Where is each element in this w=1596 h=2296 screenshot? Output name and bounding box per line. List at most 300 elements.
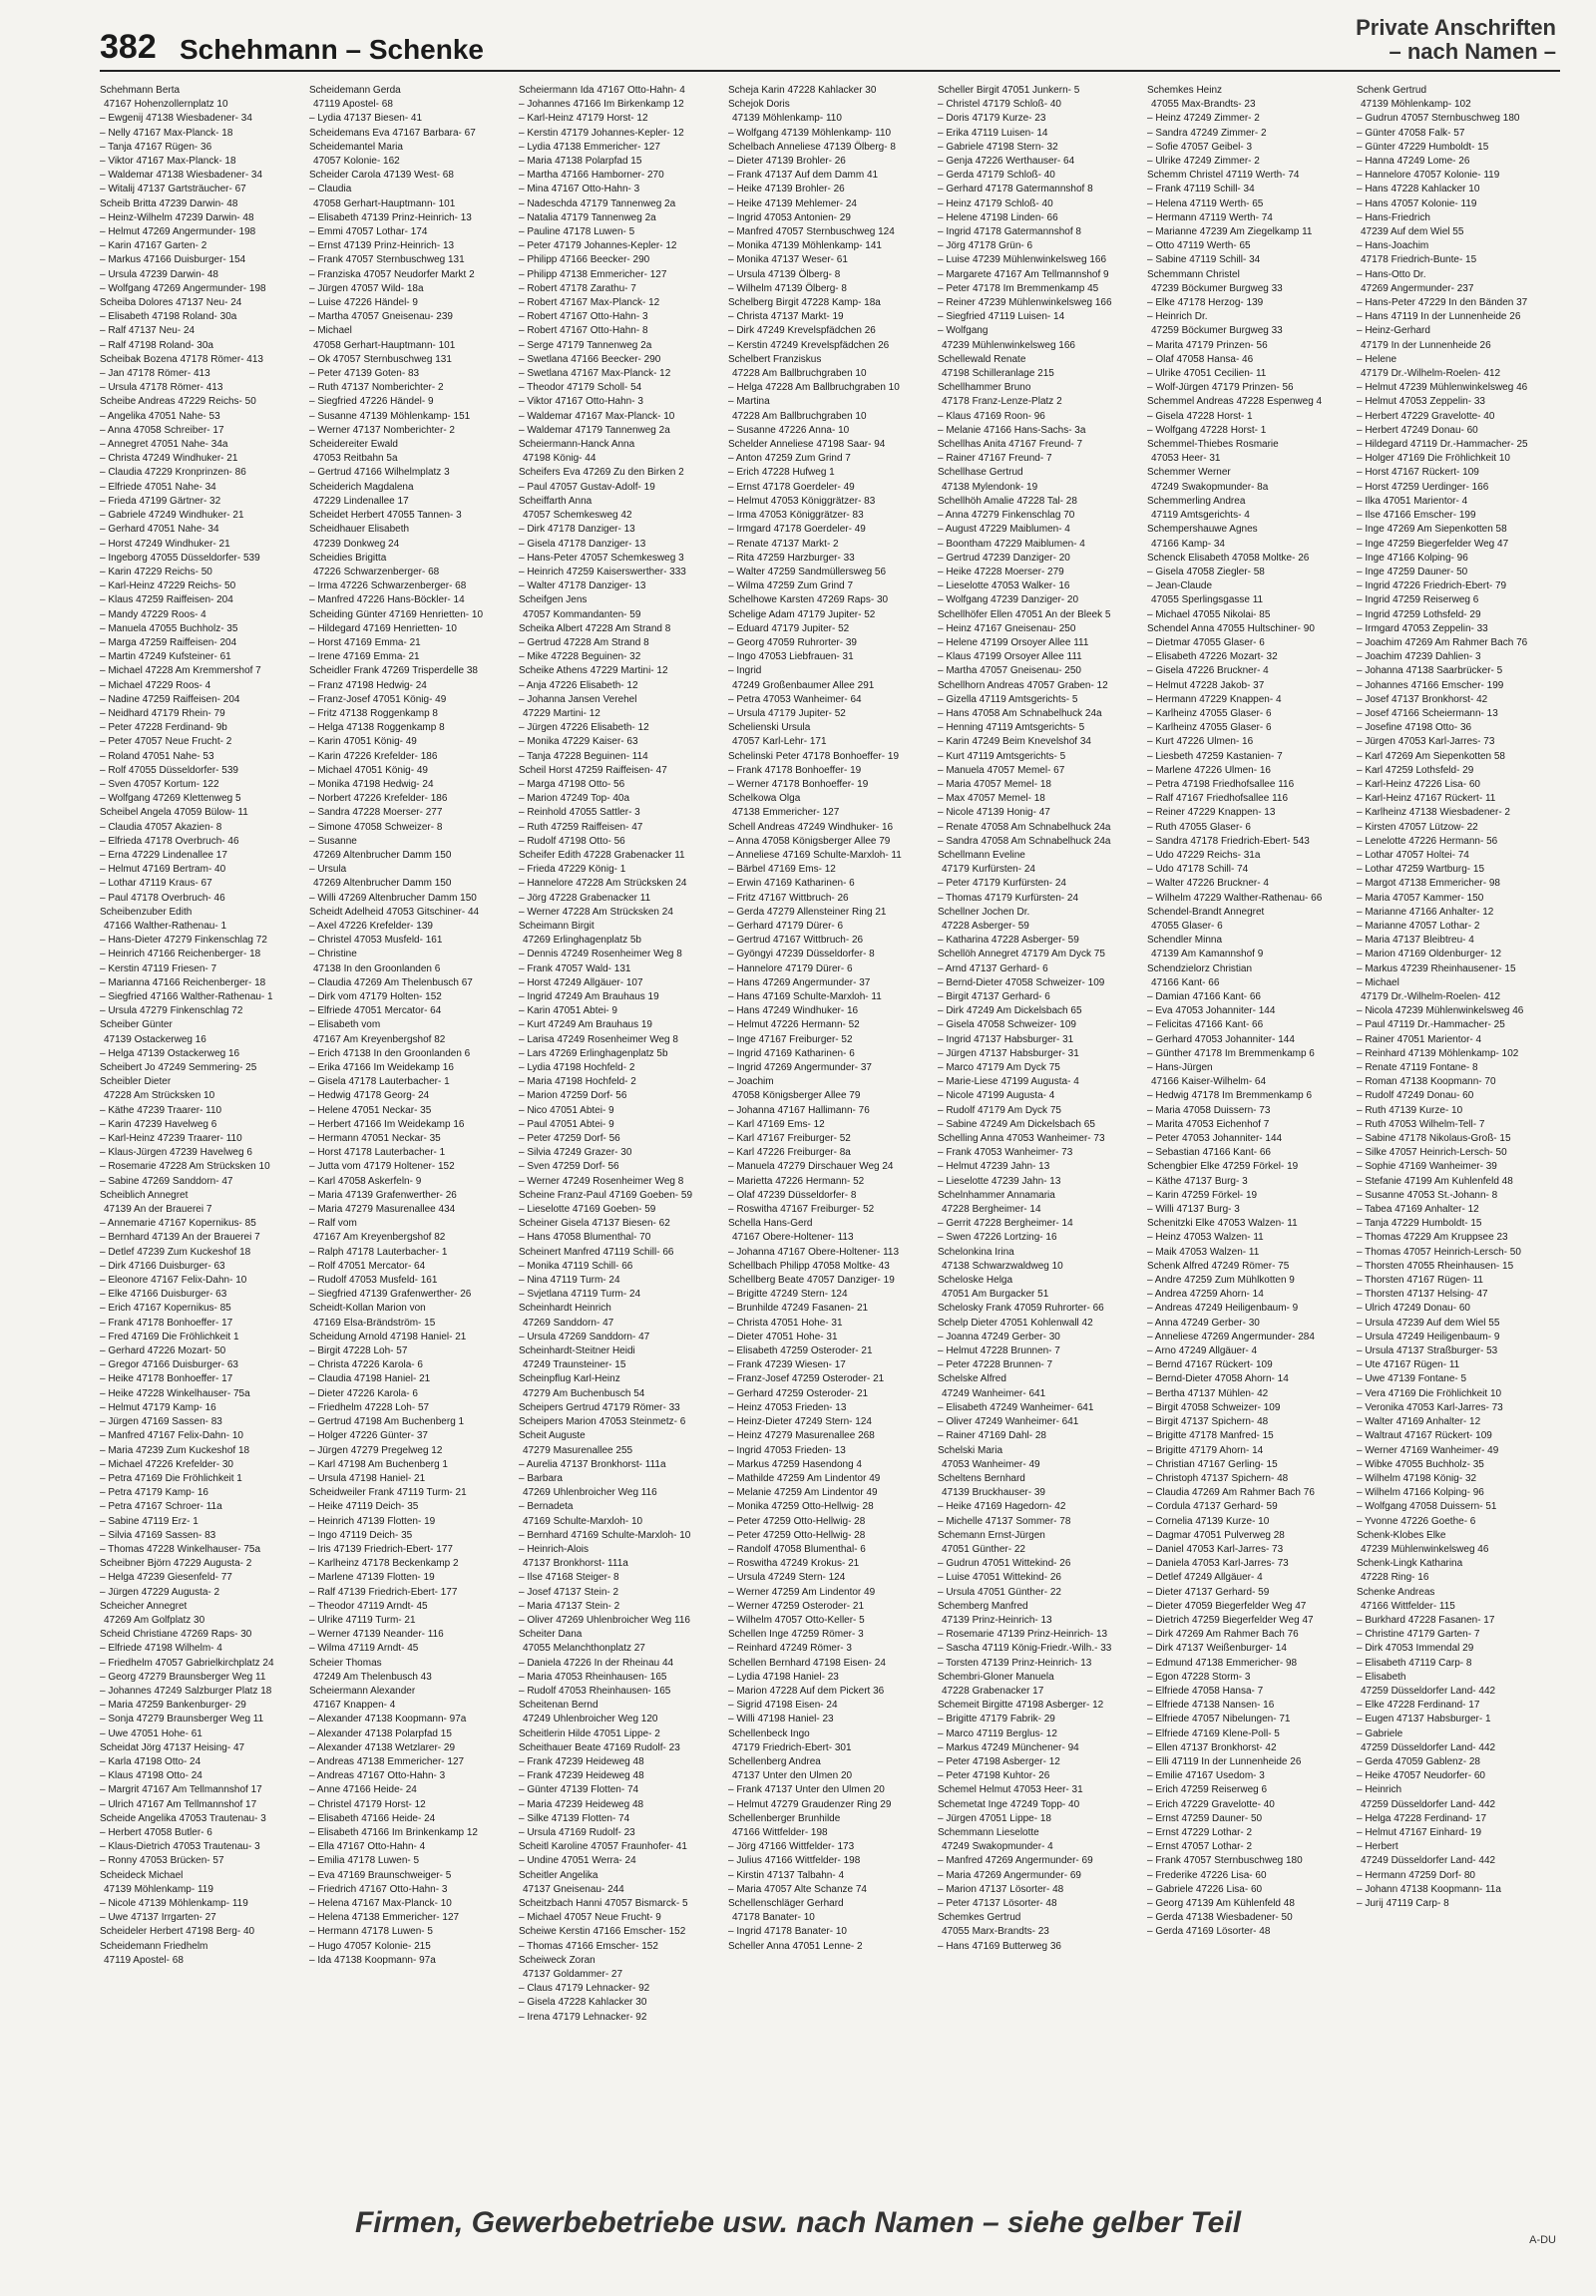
directory-entry: – Heike 47119 Deich- 35: [309, 1501, 419, 1513]
directory-entry: – Stefanie 47199 Am Kuhlenfeld 48: [1357, 1175, 1513, 1187]
directory-entry: – Brunhilde 47249 Fasanen- 21: [728, 1303, 869, 1315]
directory-column: [1147, 84, 1351, 2194]
directory-entry: – Alexander 47138 Polarpfad 15: [309, 1727, 452, 1739]
directory-entry: 47178 Banater- 10: [732, 1912, 815, 1924]
directory-entry: – Roswitha 47167 Freiburger- 52: [728, 1204, 875, 1216]
directory-entry: 47137 Unter den Ulmen 20: [732, 1770, 853, 1782]
directory-entry: – Ursula 47279 Finkenschlag 72: [100, 1005, 243, 1017]
directory-entry: – Hans 47169 Schulte-Marxloh- 11: [728, 991, 882, 1002]
directory-entry: – Brigitte 47178 Manfred- 15: [1147, 1430, 1274, 1442]
directory-entry: – Marion 47249 Top- 40a: [519, 793, 630, 805]
directory-entry: – Ulrich 47167 Am Tellmannshof 17: [100, 1798, 257, 1810]
directory-entry: – Christian 47167 Gerling- 15: [1147, 1458, 1278, 1470]
directory-entry: – Theodor 47179 Scholl- 54: [519, 382, 642, 394]
directory-entry: – Georg 47059 Ruhrorter- 39: [728, 636, 857, 648]
directory-entry: – Ute 47167 Rügen- 11: [1357, 1359, 1460, 1371]
directory-entry: Scheidereiter Ewald: [309, 439, 398, 451]
directory-entry: – Markus 47249 Münchener- 94: [938, 1741, 1079, 1753]
directory-entry: – Silvia 47169 Sassen- 83: [100, 1529, 216, 1541]
directory-entry: – Sebastian 47166 Kant- 66: [1147, 1147, 1271, 1159]
directory-entry: – Ursula 47239 Auf dem Wiel 55: [1357, 1317, 1500, 1329]
directory-entry: – Serge 47179 Tannenweg 2a: [519, 339, 652, 351]
directory-entry: – Erich 47167 Kopernikus- 85: [100, 1303, 231, 1315]
directory-entry: 47169 Elsa-Brändström- 15: [313, 1317, 436, 1329]
directory-entry: Schemm Christel 47119 Werth- 74: [1147, 170, 1300, 182]
directory-entry: – Damian 47166 Kant- 66: [1147, 991, 1261, 1002]
directory-entry: – Frank 47057 Sternbuschweg 131: [309, 254, 465, 266]
directory-entry: – Erwin 47169 Katharinen- 6: [728, 878, 855, 890]
directory-entry: 47178 Friedrich-Bunte- 15: [1361, 254, 1477, 266]
directory-entry: Schendel-Brandt Annegret: [1147, 906, 1265, 918]
directory-entry: – Roland 47051 Nahe- 53: [100, 750, 214, 762]
directory-entry: Scheipers Gertrud 47179 Römer- 33: [519, 1401, 680, 1413]
directory-entry: Scheitler Angelika: [519, 1869, 598, 1881]
directory-entry: – Joachim 47239 Dahlien- 3: [1357, 651, 1481, 663]
directory-entry: – Walter 47226 Bruckner- 4: [1147, 878, 1269, 890]
directory-entry: – Markus 47239 Rheinhausener- 15: [1357, 962, 1516, 974]
directory-entry: – Elke 47178 Herzog- 139: [1147, 297, 1264, 309]
directory-entry: Schemel Helmut 47053 Heer- 31: [938, 1784, 1083, 1796]
directory-entry: – Jürgen 47053 Karl-Jarres- 73: [1357, 736, 1495, 748]
directory-entry: – Bernd 47167 Rückert- 109: [1147, 1359, 1273, 1371]
directory-entry: – Ella 47167 Otto-Hahn- 4: [309, 1841, 426, 1853]
directory-entry: Scheibe Andreas 47229 Reichs- 50: [100, 396, 256, 408]
directory-entry: – Siegfried 47226 Händel- 9: [309, 396, 434, 408]
directory-entry: – Jürgen 47169 Sassen- 83: [100, 1416, 222, 1428]
directory-entry: – Sven 47259 Dorf- 56: [519, 1161, 619, 1173]
directory-entry: 47229 Martini- 12: [523, 707, 600, 719]
directory-entry: – Heinz 47167 Gneisenau- 250: [938, 622, 1076, 634]
directory-entry: – Maria 47239 Zum Kuckeshof 18: [100, 1444, 250, 1456]
directory-entry: – Thomas 47228 Winkelhauser- 75a: [100, 1543, 261, 1555]
directory-entry: – Ewgenij 47138 Wiesbadener- 34: [100, 113, 252, 125]
directory-entry: – Melanie 47259 Am Lindentor 49: [728, 1487, 878, 1499]
directory-entry: Scheidemans Eva 47167 Barbara- 67: [309, 127, 476, 139]
directory-entry: Schelske Alfred: [938, 1373, 1006, 1385]
directory-entry: Scheidhauer Elisabeth: [309, 524, 410, 536]
directory-entry: – Michael 47057 Neue Frucht- 9: [519, 1912, 661, 1924]
directory-entry: – Karin 47226 Krefelder- 186: [309, 750, 438, 762]
directory-entry: – Thorsten 47055 Rheinhausen- 15: [1357, 1260, 1514, 1272]
directory-entry: – Philipp 47138 Emmericher- 127: [519, 268, 667, 280]
directory-entry: – Viktor 47167 Otto-Hahn- 3: [519, 396, 643, 408]
directory-entry: – Heike 47178 Bonhoeffer- 17: [100, 1373, 233, 1385]
directory-entry: – Ingrid 47169 Katharinen- 6: [728, 1047, 855, 1059]
directory-entry: – Rudolf 47198 Otto- 56: [519, 835, 625, 847]
directory-entry: – Melanie 47166 Hans-Sachs- 3a: [938, 424, 1086, 436]
directory-entry: – Lydia 47198 Hochfeld- 2: [519, 1062, 635, 1074]
directory-entry: – Ralf vom: [309, 1218, 357, 1230]
directory-entry: – Hans-Otto Dr.: [1357, 268, 1426, 280]
directory-entry: – Svjetlana 47119 Turm- 24: [519, 1289, 641, 1301]
directory-entry: – Axel 47226 Krefelder- 139: [309, 920, 433, 932]
directory-entry: 47179 Dr.-Wilhelm-Roelen- 412: [1361, 368, 1501, 380]
directory-entry: – Gerhard 47051 Nahe- 34: [100, 524, 219, 536]
directory-entry: 47269 Altenbrucher Damm 150: [313, 878, 452, 890]
directory-entry: – Klaus 47199 Orsoyer Allee 111: [938, 651, 1082, 663]
directory-entry: – Jürgen 47226 Elisabeth- 12: [519, 722, 649, 734]
directory-entry: Scheitlerin Hilde 47051 Lippe- 2: [519, 1727, 660, 1739]
directory-entry: Schendzielorz Christian: [1147, 962, 1253, 974]
directory-entry: – Johanna 47167 Obere-Holtener- 113: [728, 1246, 900, 1258]
directory-entry: 47058 Königsberger Allee 79: [732, 1090, 861, 1102]
directory-entry: – Horst 47259 Uerdinger- 166: [1357, 481, 1489, 493]
directory-entry: – Rolf 47055 Düsseldorfer- 539: [100, 764, 238, 776]
directory-entry: – Johannes 47166 Emscher- 199: [1357, 679, 1504, 691]
directory-entry: – Hedwig 47178 Im Bremmenkamp 6: [1147, 1090, 1313, 1102]
directory-entry: – Elke 47228 Ferdinand- 17: [1357, 1700, 1480, 1712]
directory-entry: – Joachim: [728, 1076, 774, 1088]
directory-entry: – Cornelia 47139 Kurze- 10: [1147, 1515, 1270, 1527]
directory-entry: – Heinz 47053 Frieden- 13: [728, 1401, 847, 1413]
directory-entry: – Waltraut 47167 Rückert- 109: [1357, 1430, 1492, 1442]
directory-entry: – Irma 47053 Königgrätzer- 83: [728, 510, 864, 522]
directory-entry: – Reinhold 47055 Sattler- 3: [519, 807, 640, 819]
directory-entry: – Sandra 47228 Moerser- 277: [309, 807, 443, 819]
directory-entry: – Peter 47228 Brunnen- 7: [938, 1359, 1053, 1371]
directory-entry: – Renate 47137 Markt- 2: [728, 538, 839, 550]
directory-entry: – Roman 47138 Koopmann- 70: [1357, 1076, 1496, 1088]
directory-entry: – Wilhelm 47057 Otto-Keller- 5: [728, 1614, 865, 1626]
directory-entry: – Larisa 47249 Rosenheimer Weg 8: [519, 1033, 678, 1045]
directory-entry: – Mike 47228 Beguinen- 32: [519, 651, 641, 663]
directory-entry: – Peter 47259 Otto-Hellwig- 28: [728, 1515, 866, 1527]
directory-entry: – Arnd 47137 Gerhard- 6: [938, 962, 1048, 974]
directory-entry: Schemmel Andreas 47228 Espenweg 4: [1147, 396, 1323, 408]
directory-entry: – Elfriede 47138 Nansen- 16: [1147, 1700, 1275, 1712]
directory-entry: – Tanja 47229 Humboldt- 15: [1357, 1218, 1482, 1230]
directory-entry: – Gregor 47166 Duisburger- 63: [100, 1359, 238, 1371]
directory-entry: – Joachim 47269 Am Rahmer Bach 76: [1357, 636, 1528, 648]
directory-entry: – Marlene 47139 Flotten- 19: [309, 1572, 435, 1584]
directory-entry: – Christel 47179 Horst- 12: [309, 1798, 426, 1810]
directory-entry: – Erika 47166 Im Weidekamp 16: [309, 1062, 454, 1074]
directory-entry: – Thomas 47179 Kurfürsten- 24: [938, 892, 1079, 904]
directory-entry: 47058 Gerhart-Hauptmann- 101: [313, 339, 456, 351]
directory-entry: Scheidies Brigitta: [309, 552, 387, 564]
directory-entry: – Hildegard 47169 Henrietten- 10: [309, 622, 457, 634]
directory-entry: – Eleonore 47167 Felix-Dahn- 10: [100, 1275, 247, 1287]
directory-entry: – Claudia 47269 Am Thelenbusch 67: [309, 976, 473, 988]
directory-entry: Schengbier Elke 47259 Förkel- 19: [1147, 1161, 1299, 1173]
directory-entry: – Edmund 47138 Emmericher- 98: [1147, 1657, 1298, 1669]
directory-entry: – Ernst 47139 Prinz-Heinrich- 13: [309, 240, 455, 252]
section-title-line1: Private Anschriften: [1356, 15, 1556, 40]
directory-entry: – Sabine 47178 Nikolaus-Groß- 15: [1357, 1133, 1511, 1145]
directory-entry: – Hans-Jürgen: [1147, 1062, 1213, 1074]
directory-entry: 47228 Bergheimer- 14: [942, 1204, 1041, 1216]
directory-entry: – Christel 47179 Schloß- 40: [938, 99, 1061, 111]
directory-entry: – Frank 47178 Bonhoeffer- 19: [728, 764, 862, 776]
directory-entry: – Günter 47058 Falk- 57: [1357, 127, 1465, 139]
directory-entry: Scheiding Günter 47169 Henrietten- 10: [309, 608, 484, 620]
directory-entry: – Vera 47169 Die Fröhlichkeit 10: [1357, 1387, 1502, 1399]
directory-entry: – August 47229 Maiblumen- 4: [938, 524, 1070, 536]
directory-entry: – Klaus 47259 Raiffeisen- 204: [100, 594, 233, 606]
directory-entry: – Erich 47138 In den Groonlanden 6: [309, 1047, 471, 1059]
directory-entry: – Maria 47058 Duissern- 73: [1147, 1104, 1271, 1116]
directory-entry: Schenitzki Elke 47053 Walzen- 11: [1147, 1218, 1298, 1230]
directory-entry: – Hermann 47178 Luwen- 5: [309, 1926, 433, 1938]
directory-entry: – Reiner 47239 Mühlenwinkelsweg 166: [938, 297, 1112, 309]
directory-entry: – Julius 47166 Wittfelder- 198: [728, 1855, 861, 1867]
directory-entry: – Ingrid 47249 Am Brauhaus 19: [519, 991, 659, 1002]
directory-entry: – Oliver 47249 Wanheimer- 641: [938, 1416, 1079, 1428]
directory-entry: – Karl 47259 Lothsfeld- 29: [1357, 764, 1474, 776]
directory-entry: – Anna 47058 Königsberger Allee 79: [728, 835, 891, 847]
directory-entry: – Gerhard 47226 Mozart- 50: [100, 1345, 226, 1357]
directory-entry: – Maria 47057 Alte Schanze 74: [728, 1883, 867, 1895]
directory-entry: – Peter 47198 Kuhtor- 26: [938, 1770, 1050, 1782]
directory-entry: – Marie-Liese 47199 Augusta- 4: [938, 1076, 1079, 1088]
directory-entry: 47119 Amtsgerichts- 4: [1151, 510, 1250, 522]
directory-entry: – Lothar 47259 Wartburg- 15: [1357, 864, 1485, 876]
directory-entry: – Wolfgang 47269 Klettenweg 5: [100, 793, 241, 805]
directory-entry: – Christine 47179 Garten- 7: [1357, 1629, 1480, 1641]
directory-entry: – Marco 47119 Berglus- 12: [938, 1727, 1057, 1739]
directory-entry: – Karl-Heinz 47226 Lisa- 60: [1357, 778, 1480, 790]
directory-entry: – Hugo 47057 Kolonie- 215: [309, 1940, 431, 1952]
directory-entry: – Werner 47259 Osteroder- 21: [728, 1600, 865, 1612]
directory-entry: – Petra 47198 Friedhofsallee 116: [1147, 778, 1295, 790]
directory-entry: 47055 Melanchthonplatz 27: [523, 1643, 645, 1655]
directory-entry: – Jürgen 47279 Pregelweg 12: [309, 1444, 443, 1456]
directory-entry: – Mandy 47229 Roos- 4: [100, 608, 206, 620]
directory-entry: – Marion 47228 Auf dem Pickert 36: [728, 1685, 885, 1697]
footer-code: A-DU: [1529, 2234, 1556, 2246]
directory-entry: – Dirk 47166 Duisburger- 63: [100, 1260, 225, 1272]
directory-entry: – Ingrid 47226 Friedrich-Ebert- 79: [1357, 580, 1507, 592]
directory-entry: Schellöh Annegret 47179 Am Dyck 75: [938, 949, 1105, 960]
directory-entry: – Silke 47057 Heinrich-Lersch- 50: [1357, 1147, 1507, 1159]
directory-entry: – Robert 47167 Otto-Hahn- 8: [519, 325, 648, 337]
directory-entry: – Paul 47178 Overbruch- 46: [100, 892, 225, 904]
directory-entry: – Herbert 47229 Gravelotte- 40: [1357, 410, 1495, 422]
directory-entry: – Markus 47166 Duisburger- 154: [100, 254, 246, 266]
directory-entry: – Jürgen 47057 Wild- 18a: [309, 282, 424, 294]
directory-entry: – Elisabeth vom: [309, 1019, 381, 1031]
directory-entry: – Helmut 47167 Einhard- 19: [1357, 1826, 1482, 1838]
directory-entry: – Wolfgang 47269 Angermunder- 198: [100, 282, 266, 294]
directory-entry: – Käthe 47239 Traarer- 110: [100, 1104, 222, 1116]
directory-entry: – Marita 47053 Eichenhof 7: [1147, 1118, 1270, 1130]
directory-entry: 47239 Donkweg 24: [313, 538, 400, 550]
directory-entry: – Eugen 47137 Habsburger- 1: [1357, 1714, 1491, 1725]
directory-entry: Schellhöfer Ellen 47051 An der Bleek 5: [938, 608, 1111, 620]
directory-entry: 47167 Knappen- 4: [313, 1700, 396, 1712]
directory-entry: – Kurt 47249 Am Brauhaus 19: [519, 1019, 652, 1031]
directory-entry: – Elisabeth 47166 Heide- 24: [309, 1812, 436, 1824]
directory-entry: – Heike 47057 Neudorfer- 60: [1357, 1770, 1485, 1782]
directory-entry: Schellenberger Brunhilde: [728, 1812, 841, 1824]
directory-entry: – Helene 47051 Neckar- 35: [309, 1104, 432, 1116]
directory-entry: – Andrea 47259 Ahorn- 14: [1147, 1289, 1264, 1301]
directory-entry: Schemberg Manfred: [938, 1600, 1028, 1612]
directory-entry: 47228 Grabenacker 17: [942, 1685, 1044, 1697]
directory-entry: – Karl 47198 Am Buchenberg 1: [309, 1458, 448, 1470]
directory-entry: Schellhammer Bruno: [938, 382, 1031, 394]
directory-entry: – Gabriele 47226 Lisa- 60: [1147, 1883, 1263, 1895]
directory-entry: 47057 Kolonie- 162: [313, 156, 400, 168]
directory-entry: – Ralf 47137 Neu- 24: [100, 325, 196, 337]
directory-entry: – Manfred 47226 Hans-Böckler- 14: [309, 594, 465, 606]
directory-entry: – Brigitte 47249 Stern- 124: [728, 1289, 848, 1301]
directory-entry: – Helga 47239 Giesenfeld- 77: [100, 1572, 232, 1584]
directory-entry: 47179 In der Lunnenheide 26: [1361, 339, 1491, 351]
directory-entry: Schehmann Berta: [100, 85, 181, 96]
directory-entry: – Elisabeth 47249 Wanheimer- 641: [938, 1401, 1094, 1413]
directory-entry: – Andreas 47249 Heiligenbaum- 9: [1147, 1303, 1299, 1315]
directory-entry: – Peter 47179 Kurfürsten- 24: [938, 878, 1066, 890]
directory-entry: 47139 Prinz-Heinrich- 13: [942, 1614, 1052, 1626]
directory-entry: – Heike 47139 Brohler- 26: [728, 184, 845, 195]
directory-entry: – Aurelia 47137 Bronkhorst- 111a: [519, 1458, 666, 1470]
directory-entry: – Maria 47259 Bankenburger- 29: [100, 1700, 246, 1712]
directory-entry: – Rainer 47051 Marientor- 4: [1357, 1033, 1482, 1045]
directory-entry: – Gerhard 47053 Johanniter- 144: [1147, 1033, 1295, 1045]
directory-entry: – Erich 47228 Hufweg 1: [728, 467, 835, 479]
directory-entry: – Gisela 47228 Kahlacker 30: [519, 1997, 647, 2009]
directory-entry: – Helmut 47053 Zeppelin- 33: [1357, 396, 1485, 408]
directory-entry: – Hans 47249 Windhuker- 16: [728, 1005, 859, 1017]
directory-entry: Schell Andreas 47249 Windhuker- 16: [728, 821, 894, 833]
directory-entry: – Marianne 47166 Anhalter- 12: [1357, 906, 1494, 918]
directory-entry: – Roswitha 47249 Krokus- 21: [728, 1558, 860, 1570]
directory-entry: – Thorsten 47137 Helsing- 47: [1357, 1289, 1488, 1301]
directory-entry: Scheib Britta 47239 Darwin- 48: [100, 197, 238, 209]
directory-entry: 47167 Am Kreyenbergshof 82: [313, 1033, 446, 1045]
directory-entry: – Uwe 47139 Fontane- 5: [1357, 1373, 1467, 1385]
directory-entry: 47228 Am Ballbruchgraben 10: [732, 410, 867, 422]
directory-entry: – Karin 47167 Garten- 2: [100, 240, 207, 252]
directory-entry: 47239 Auf dem Wiel 55: [1361, 226, 1464, 238]
directory-entry: – Helmut 47239 Mühlenwinkelsweg 46: [1357, 382, 1528, 394]
directory-entry: – Detlef 47239 Zum Kuckeshof 18: [100, 1246, 251, 1258]
directory-entry: 47169 Schulte-Marxloh- 10: [523, 1515, 643, 1527]
directory-entry: Scheiter Dana: [519, 1629, 583, 1641]
directory-entry: – Randolf 47058 Blumenthal- 6: [728, 1543, 866, 1555]
directory-entry: 47138 Schwarzwaldweg 10: [942, 1260, 1063, 1272]
directory-entry: – Birgit 47228 Loh- 57: [309, 1345, 408, 1357]
directory-entry: – Nicole 47139 Honig- 47: [938, 807, 1050, 819]
directory-entry: – Gerrit 47228 Bergheimer- 14: [938, 1218, 1073, 1230]
directory-entry: – Ingrid 47269 Angermunder- 37: [728, 1062, 872, 1074]
directory-entry: – Elisabeth 47259 Osteroder- 21: [728, 1345, 873, 1357]
directory-entry: – Karl 47226 Freiburger- 8a: [728, 1147, 851, 1159]
directory-entry: – Susanne 47139 Möhlenkamp- 151: [309, 410, 471, 422]
directory-entry: – Rita 47259 Harzburger- 33: [728, 552, 855, 564]
directory-entry: 47139 Am Kamannshof 9: [1151, 949, 1264, 960]
directory-entry: – Helmut 47269 Angermunder- 198: [100, 226, 256, 238]
directory-entry: Scheimann Birgit: [519, 920, 595, 932]
directory-entry: – Gertrud 47167 Wittbruch- 26: [728, 935, 864, 947]
directory-entry: Scheideck Michael: [100, 1869, 184, 1881]
directory-entry: – Helene 47199 Orsoyer Allee 111: [938, 636, 1089, 648]
directory-entry: – Sandra 47178 Friedrich-Ebert- 543: [1147, 835, 1310, 847]
directory-entry: – Cordula 47137 Gerhard- 59: [1147, 1501, 1278, 1513]
directory-entry: Scheider Carola 47139 West- 68: [309, 170, 454, 182]
directory-entry: – Robert 47167 Otto-Hahn- 3: [519, 311, 648, 323]
directory-column: [100, 84, 303, 2194]
directory-entry: Schelski Maria: [938, 1444, 1003, 1456]
directory-entry: – Rolf 47051 Mercator- 64: [309, 1260, 426, 1272]
directory-entry: – Peter 47228 Ferdinand- 9b: [100, 722, 227, 734]
directory-entry: – Gisela 47058 Schweizer- 109: [938, 1019, 1076, 1031]
directory-entry: Schellhöh Amalie 47228 Tal- 28: [938, 495, 1077, 507]
directory-entry: – Georg 47279 Braunsberger Weg 11: [100, 1671, 266, 1683]
directory-entry: – Elisabeth 47139 Prinz-Heinrich- 13: [309, 211, 472, 223]
directory-entry: – Inge 47167 Freiburger- 52: [728, 1033, 853, 1045]
directory-entry: – Hans 47058 Am Schnabelhuck 24a: [938, 707, 1102, 719]
directory-entry: Scheiba Dolores 47137 Neu- 24: [100, 297, 242, 309]
directory-entry: – Nelly 47167 Max-Planck- 18: [100, 127, 233, 139]
directory-entry: – Inge 47166 Kolping- 96: [1357, 552, 1468, 564]
directory-entry: – Jan 47178 Römer- 413: [100, 368, 210, 380]
directory-entry: – Detlef 47249 Allgäuer- 4: [1147, 1572, 1263, 1584]
directory-entry: – Claudia 47229 Kronprinzen- 86: [100, 467, 246, 479]
directory-entry: – Gudrun 47051 Wittekind- 26: [938, 1558, 1071, 1570]
directory-entry: – Frank 47053 Wanheimer- 73: [938, 1147, 1073, 1159]
directory-entry: – Michael 47228 Am Kremmershof 7: [100, 665, 261, 677]
page-header: [0, 0, 1596, 70]
directory-entry: – Ernst 47178 Goerdeler- 49: [728, 481, 855, 493]
directory-entry: – Ilse 47166 Emscher- 199: [1357, 510, 1476, 522]
directory-entry: – Wilhelm 47229 Walther-Rathenau- 66: [1147, 892, 1323, 904]
directory-entry: Schendel Anna 47055 Hultschiner- 90: [1147, 622, 1315, 634]
directory-entry: – Lydia 47137 Biesen- 41: [309, 113, 423, 125]
directory-entry: – Wolfgang 47139 Möhlenkamp- 110: [728, 127, 892, 139]
directory-entry: – Reinhard 47249 Römer- 3: [728, 1643, 852, 1655]
directory-entry: – Ingrid 47259 Reiserweg 6: [1357, 594, 1479, 606]
directory-entry: Scheiweck Zoran: [519, 1954, 596, 1966]
directory-entry: – Sascha 47119 König-Friedr.-Wilh.- 33: [938, 1643, 1112, 1655]
directory-entry: – Werner 47249 Rosenheimer Weg 8: [519, 1175, 684, 1187]
directory-entry: – Gabriele 47249 Windhuker- 21: [100, 510, 244, 522]
directory-entry: Schellen Inge 47259 Römer- 3: [728, 1629, 864, 1641]
directory-entry: – Claudia 47057 Akazien- 8: [100, 821, 222, 833]
directory-entry: – Günther 47178 Im Bremmenkamp 6: [1147, 1047, 1315, 1059]
directory-entry: – Felicitas 47166 Kant- 66: [1147, 1019, 1264, 1031]
directory-entry: – Ulrich 47249 Donau- 60: [1357, 1303, 1470, 1315]
directory-entry: – Ursula 47179 Jupiter- 52: [728, 707, 846, 719]
directory-entry: – Marianne 47057 Lothar- 2: [1357, 920, 1480, 932]
directory-entry: – Bernd-Dieter 47058 Ahorn- 14: [1147, 1373, 1289, 1385]
directory-entry: – Barbara: [519, 1472, 563, 1484]
directory-entry: – Sabine 47249 Am Dickelsbach 65: [938, 1118, 1095, 1130]
directory-entry: – Frank 47178 Bonhoeffer- 17: [100, 1317, 233, 1329]
directory-entry: – Gyöngyi 47239 Düsseldorfer- 8: [728, 949, 875, 960]
directory-entry: – Willi 47137 Burg- 3: [1147, 1204, 1240, 1216]
directory-entry: – Dieter 47137 Gerhard- 59: [1147, 1586, 1270, 1598]
directory-entry: – Paul 47119 Dr.-Hammacher- 25: [1357, 1019, 1505, 1031]
directory-entry: – Rudolf 47053 Rheinhausen- 165: [519, 1685, 671, 1697]
directory-entry: – Klaus 47198 Otto- 24: [100, 1770, 202, 1782]
directory-entry: – Maria 47198 Hochfeld- 2: [519, 1076, 636, 1088]
directory-entry: Scheller Birgit 47051 Junkern- 5: [938, 85, 1080, 96]
directory-entry: – Wolfgang 47228 Horst- 1: [1147, 424, 1267, 436]
directory-entry: – Eva 47053 Johanniter- 144: [1147, 1005, 1276, 1017]
directory-entry: – Jürgen 47137 Habsburger- 31: [938, 1047, 1079, 1059]
directory-entry: – Lieselotte 47239 Jahn- 13: [938, 1175, 1061, 1187]
directory-entry: – Heinz-Dieter 47249 Stern- 124: [728, 1416, 872, 1428]
directory-entry: – Gisela 47178 Danziger- 13: [519, 538, 646, 550]
directory-entry: Schempershauwe Agnes: [1147, 524, 1258, 536]
directory-entry: – Hans-Dieter 47279 Finkenschlag 72: [100, 935, 267, 947]
directory-entry: – Yvonne 47226 Goethe- 6: [1357, 1515, 1476, 1527]
directory-entry: – Anton 47259 Zum Grind 7: [728, 453, 851, 465]
directory-entry: – Peter 47053 Johanniter- 144: [1147, 1133, 1283, 1145]
directory-entry: Schelige Adam 47179 Jupiter- 52: [728, 608, 876, 620]
